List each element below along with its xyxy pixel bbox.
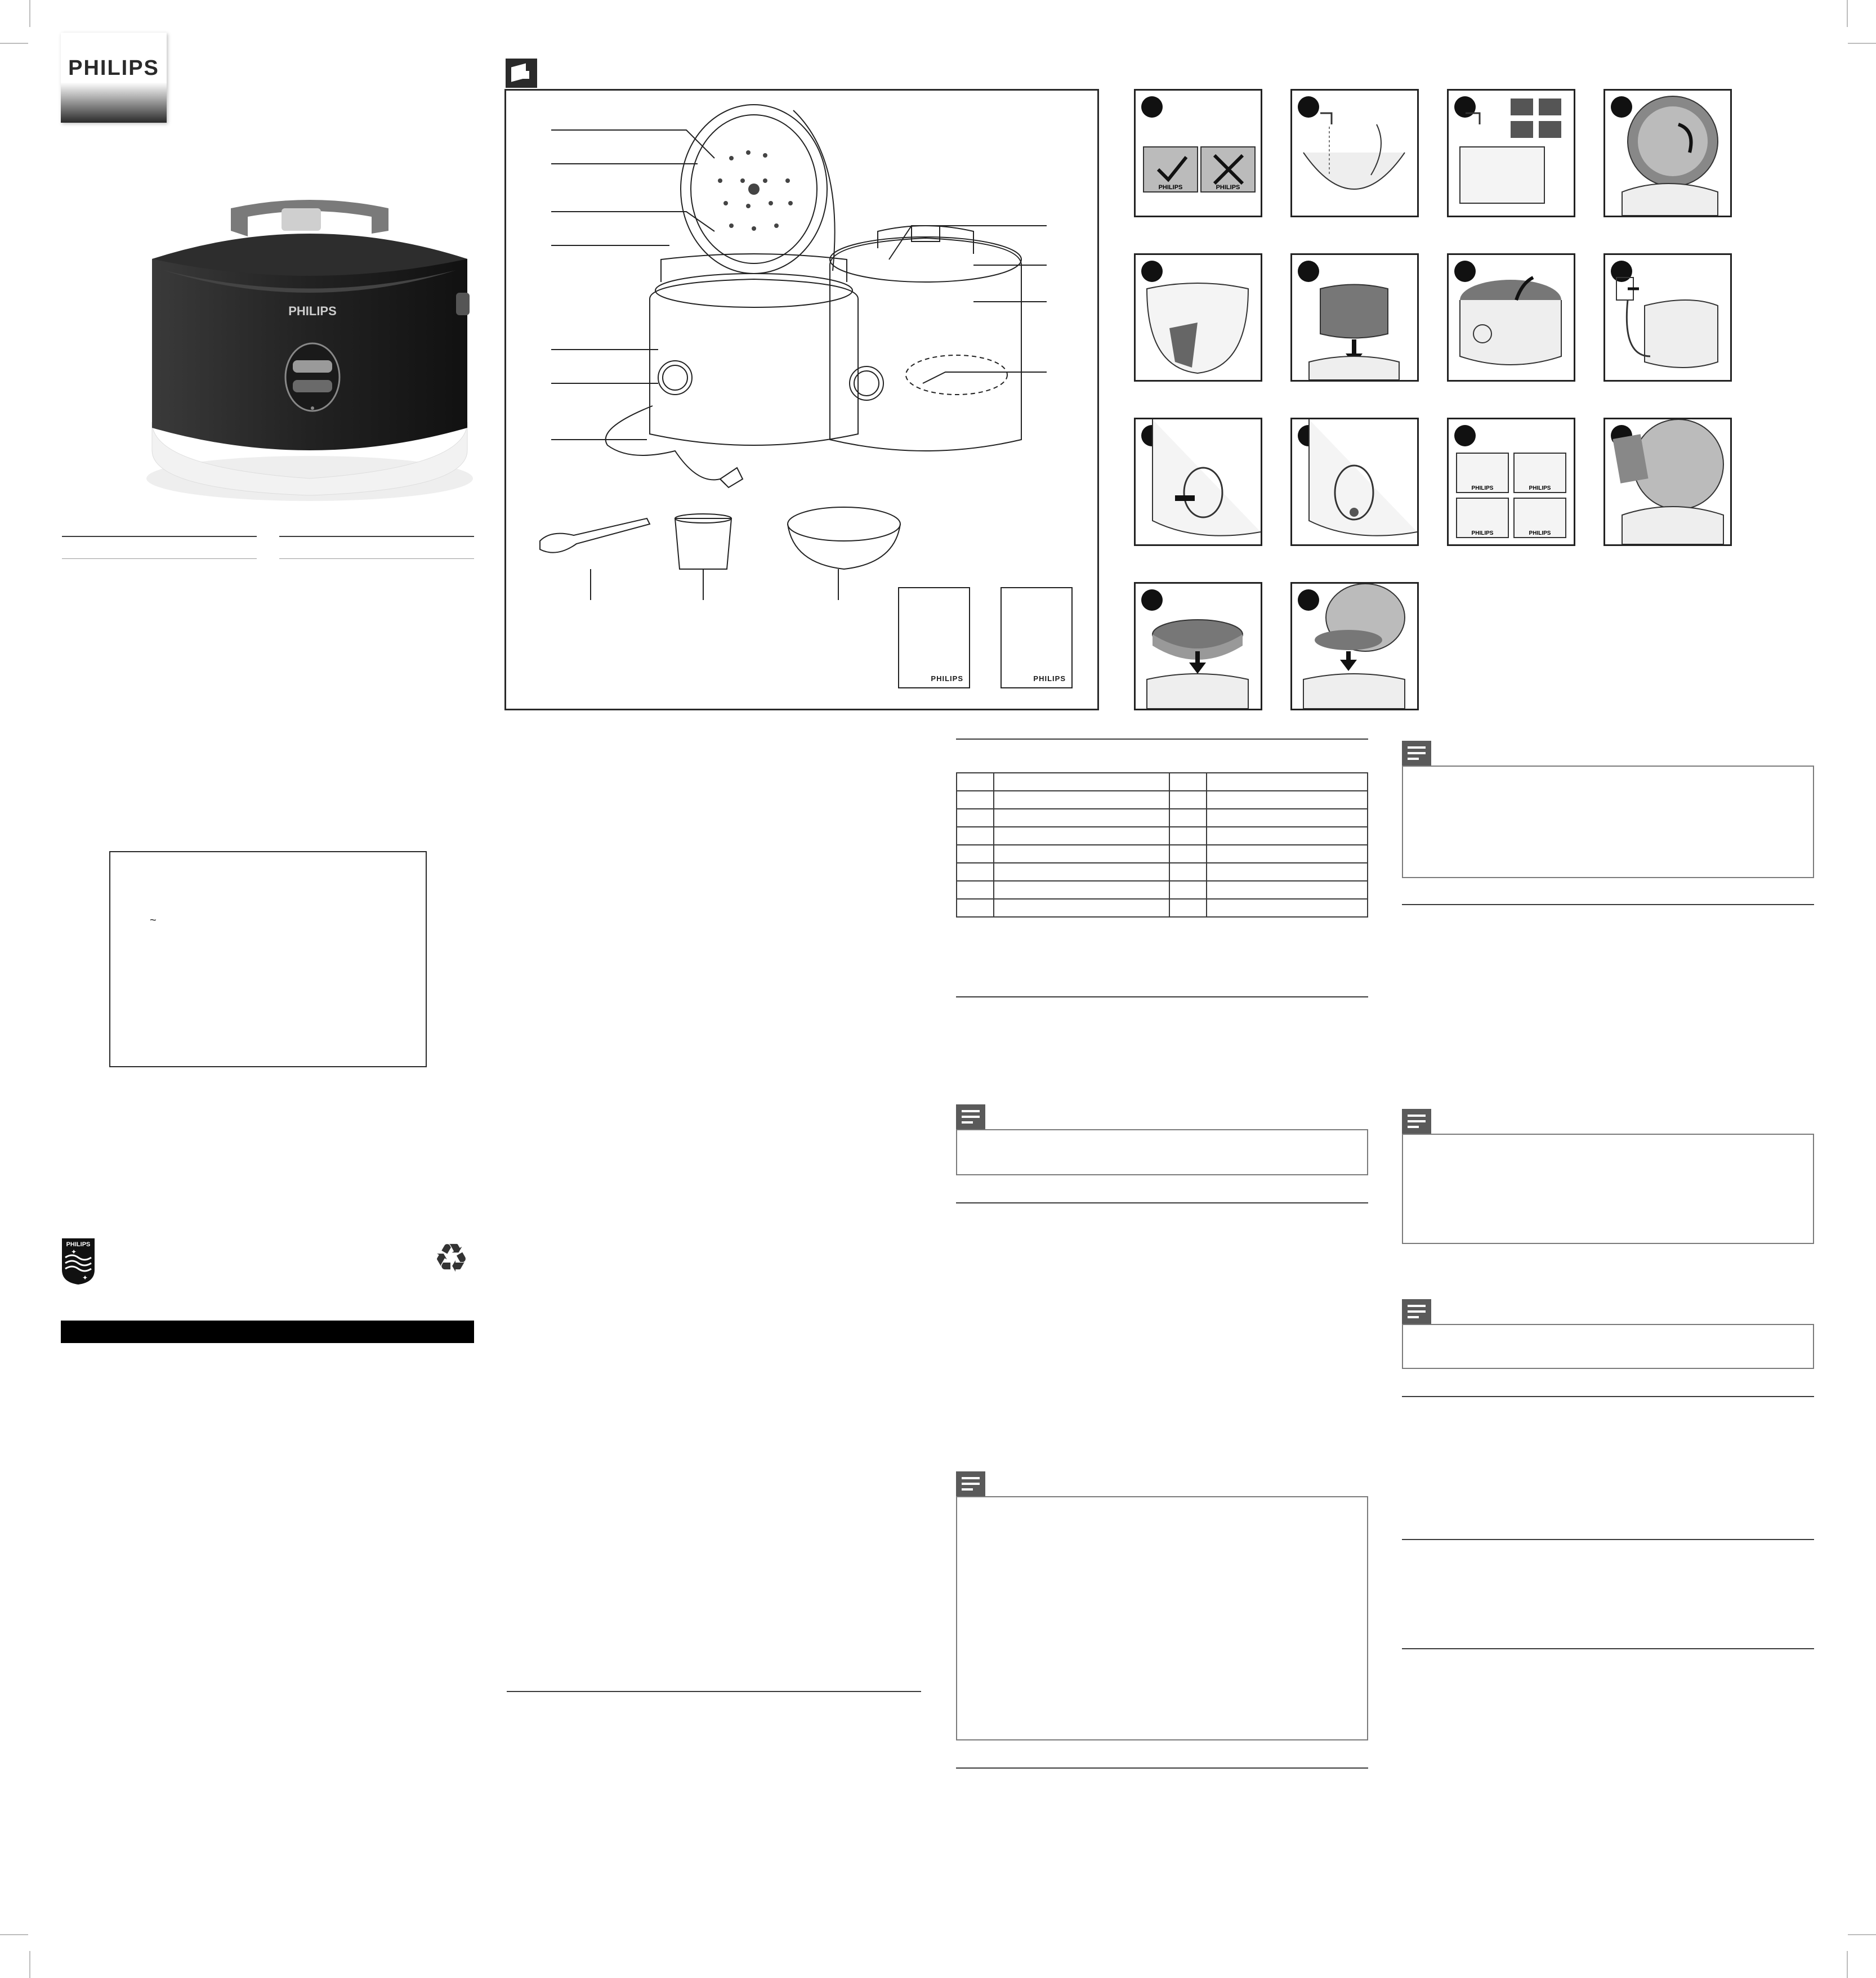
divider (507, 1691, 921, 1692)
crop-mark (1848, 1934, 1876, 1935)
step-image-7 (1447, 253, 1575, 382)
warranty-sheet (1000, 587, 1073, 688)
unbox-icon (506, 59, 537, 88)
section-rule (956, 1767, 1368, 1769)
step-image-14 (1290, 582, 1419, 710)
recycle-icon: ♻ (434, 1235, 469, 1281)
divider (62, 536, 257, 537)
note-icon (1402, 741, 1431, 766)
crop-mark (1847, 0, 1848, 27)
note-box (1402, 766, 1814, 878)
crop-mark (29, 0, 30, 27)
crop-mark (0, 43, 28, 44)
rice-panel-label: PHILIPS (1529, 485, 1551, 491)
note-box (1402, 1134, 1814, 1244)
step-image-8 (1603, 253, 1732, 382)
product-overview-panel (504, 89, 1099, 710)
step-image-10 (1290, 418, 1419, 546)
divider (279, 558, 474, 559)
step-image-1 (1134, 89, 1262, 217)
step-image-6 (1290, 253, 1419, 382)
cover-frame (109, 851, 427, 1067)
note-icon (1402, 1299, 1431, 1324)
section-rule (1402, 1396, 1814, 1397)
sheet-brand-label: PHILIPS (1033, 674, 1066, 683)
crop-mark (1848, 43, 1876, 44)
footer-black-bar (61, 1321, 474, 1343)
note-box (956, 1129, 1368, 1175)
rice-panel-label: PHILIPS (1471, 530, 1494, 536)
brand-wordmark: PHILIPS (68, 56, 159, 80)
body-brand-label: PHILIPS (288, 304, 337, 318)
rice-panel-label: PHILIPS (1529, 530, 1551, 536)
note-icon (956, 1104, 985, 1129)
step-image-13 (1134, 582, 1262, 710)
note-icon (956, 1471, 985, 1496)
sheet-brand-label: PHILIPS (931, 674, 963, 683)
section-rule (1402, 1539, 1814, 1540)
philips-logo-tab (61, 33, 167, 123)
step-image-4 (1603, 89, 1732, 217)
svg-text:✦: ✦ (82, 1274, 88, 1282)
step-image-11 (1447, 418, 1575, 546)
section-rule (956, 739, 1368, 740)
rice-panel-label: PHILIPS (1158, 184, 1183, 191)
step-image-2 (1290, 89, 1419, 217)
step-image-3 (1447, 89, 1575, 217)
section-rule (956, 1202, 1368, 1203)
crop-mark (29, 1951, 30, 1978)
rice-panel-label: PHILIPS (1216, 184, 1240, 191)
divider (279, 536, 474, 537)
crop-mark (0, 1934, 28, 1935)
note-box (956, 1496, 1368, 1740)
step-image-5 (1134, 253, 1262, 382)
note-icon (1402, 1109, 1431, 1134)
rice-panel-label: PHILIPS (1471, 485, 1494, 491)
section-rule (956, 996, 1368, 997)
parts-table (956, 772, 1368, 918)
user-manual-sheet (898, 587, 970, 688)
philips-shield-icon (61, 1237, 96, 1286)
rice-cooker-photo (129, 186, 490, 507)
tilde-mark: ~ (150, 914, 157, 927)
section-rule (1402, 904, 1814, 905)
crop-mark (1847, 1951, 1848, 1978)
step-image-9 (1134, 418, 1262, 546)
step-image-12 (1603, 418, 1732, 546)
section-rule (1402, 1648, 1814, 1649)
note-box (1402, 1324, 1814, 1369)
svg-text:PHILIPS: PHILIPS (66, 1241, 91, 1248)
svg-text:✦: ✦ (71, 1248, 77, 1256)
divider (62, 558, 257, 559)
